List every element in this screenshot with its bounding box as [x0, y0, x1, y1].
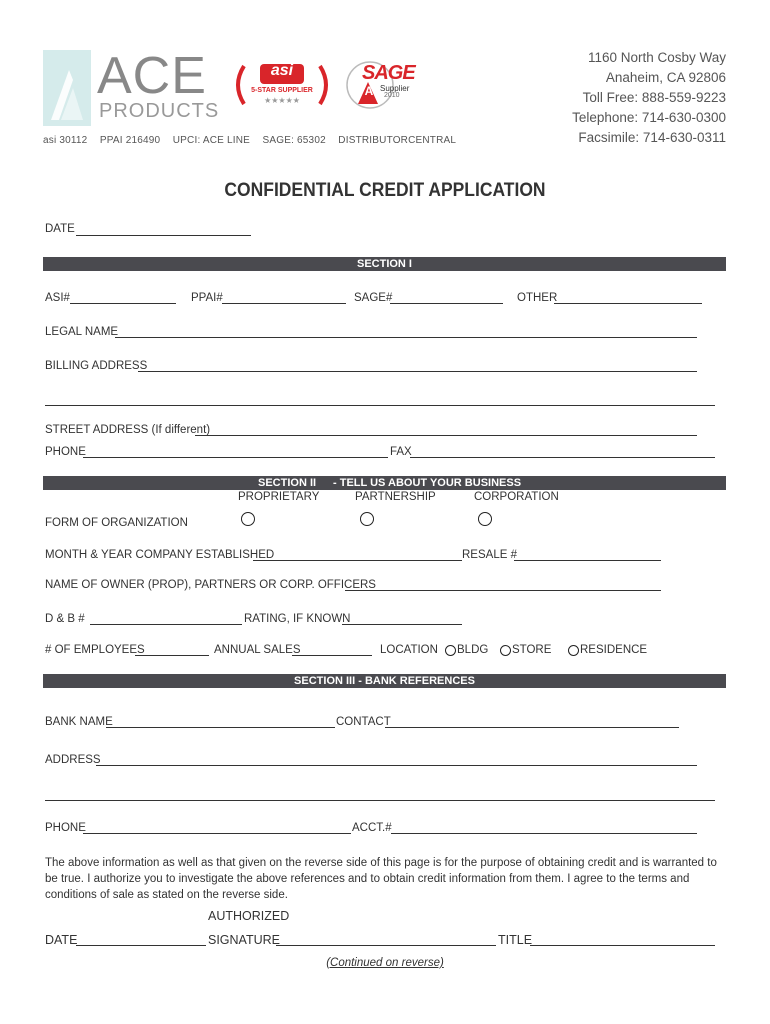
acct-label: ACCT.#: [352, 822, 392, 834]
address-telephone: Telephone: 714-630-0300: [572, 110, 726, 125]
sage-year: 2010: [384, 92, 400, 99]
continued-note: (Continued on reverse): [326, 957, 444, 969]
owner-label: NAME OF OWNER (PROP), PARTNERS OR CORP. OFFICERS: [45, 579, 376, 591]
id-sage: SAGE: 65302: [262, 135, 326, 146]
title-label: TITLE: [498, 933, 533, 947]
proprietary-radio[interactable]: [241, 512, 255, 526]
asi-badge-text: asi: [270, 62, 294, 79]
address-tollfree: Toll Free: 888-559-9223: [582, 90, 726, 105]
address-street: 1160 North Cosby Way: [587, 50, 726, 65]
contact-label: CONTACT: [336, 716, 391, 728]
bldg-radio[interactable]: [445, 645, 456, 656]
resale-label: RESALE #: [462, 549, 517, 561]
authorized-label: AUTHORIZED: [208, 909, 290, 923]
address-city: Anaheim, CA 92806: [605, 70, 726, 85]
bank-address-label: ADDRESS: [45, 754, 101, 766]
ppai-label: PPAI#: [191, 292, 223, 304]
billing-address-label: BILLING ADDRESS: [45, 360, 148, 372]
location-label: LOCATION: [380, 644, 438, 656]
ace-logo-main: ACE: [97, 47, 207, 105]
asi-badge: [232, 60, 332, 110]
supplier-ids: [43, 130, 456, 148]
sage-letter: A: [364, 84, 374, 98]
sage-supplier: Supplier: [380, 84, 410, 93]
org-option-partnership-label: PARTNERSHIP: [355, 491, 436, 503]
annual-sales-label: ANNUAL SALES: [214, 644, 301, 656]
ace-logo-mark: [43, 50, 91, 126]
street-address-field[interactable]: [195, 435, 697, 436]
residence-label: RESIDENCE: [580, 644, 648, 656]
address-fax: Facsimile: 714-630-0311: [578, 130, 726, 145]
sage-badge: [344, 60, 414, 110]
company-address: [572, 48, 726, 148]
fax-label: FAX: [390, 446, 412, 458]
bank-name-field[interactable]: [106, 727, 335, 728]
ppai-field[interactable]: [222, 303, 346, 304]
form-of-org-label: FORM OF ORGANIZATION: [45, 517, 188, 529]
id-ppai: PPAI 216490: [99, 135, 161, 146]
id-distributorcentral: DISTRIBUTORCENTRAL: [338, 135, 457, 146]
billing-address-field[interactable]: [138, 371, 697, 372]
phone-label: PHONE: [45, 446, 86, 458]
dnb-field[interactable]: [90, 624, 242, 625]
rating-label: RATING, IF KNOWN: [244, 613, 351, 625]
date-field[interactable]: [76, 235, 251, 236]
legal-name-field[interactable]: [115, 337, 697, 338]
owner-field[interactable]: [345, 590, 661, 591]
section-3-title: SECTION III - BANK REFERENCES: [294, 675, 475, 687]
asi-label: ASI#: [45, 292, 70, 304]
street-address-label: STREET ADDRESS (If different): [45, 424, 211, 436]
asi-field[interactable]: [70, 303, 176, 304]
org-option-proprietary-label: PROPRIETARY: [238, 491, 320, 503]
ace-logo: [43, 47, 223, 126]
sage-label: SAGE#: [354, 292, 393, 304]
employees-label: # OF EMPLOYEES: [45, 644, 145, 656]
partnership-radio[interactable]: [360, 512, 374, 526]
bank-phone-label: PHONE: [45, 822, 86, 834]
signature-label: SIGNATURE: [208, 933, 280, 947]
other-field[interactable]: [554, 303, 702, 304]
other-label: OTHER: [517, 292, 558, 304]
rating-field[interactable]: [342, 624, 462, 625]
bank-address-field[interactable]: [96, 765, 697, 766]
phone-field[interactable]: [83, 457, 388, 458]
store-label: STORE: [512, 644, 552, 656]
dnb-label: D & B #: [45, 613, 85, 625]
date-label: DATE: [45, 223, 75, 235]
page-title: CONFIDENTIAL CREDIT APPLICATION: [224, 180, 546, 201]
annual-sales-field[interactable]: [292, 655, 372, 656]
resale-field[interactable]: [514, 560, 661, 561]
bldg-label: BLDG: [457, 644, 489, 656]
bank-phone-field[interactable]: [83, 833, 351, 834]
section-1-bar: [43, 257, 726, 271]
disclaimer-text: The above information as well as that given on the reverse side of this page is for the purpose of obtaining credit and is warranted to be true. I authorize you to investigate the above references and to obtain credit information from them. I agree to the terms and conditions of sale as stated on the reverse side.: [45, 857, 717, 901]
acct-field[interactable]: [391, 833, 697, 834]
section-3-bar: [43, 674, 726, 688]
sage-field[interactable]: [390, 303, 503, 304]
bank-name-label: BANK NAME: [45, 716, 113, 728]
signature-field[interactable]: [276, 945, 496, 946]
org-option-corporation-label: CORPORATION: [474, 491, 559, 503]
section-2-bar: [43, 476, 726, 490]
established-label: MONTH & YEAR COMPANY ESTABLISHED: [45, 549, 275, 561]
section-2-subtitle: - TELL US ABOUT YOUR BUSINESS: [333, 477, 522, 489]
section-2-title: SECTION II: [258, 477, 317, 489]
section-1-title: SECTION I: [356, 258, 412, 270]
ace-logo-sub: PRODUCTS: [99, 100, 220, 122]
residence-radio[interactable]: [568, 645, 579, 656]
id-upci: UPCI: ACE LINE: [172, 135, 251, 146]
sig-date-label: DATE: [45, 933, 78, 947]
employees-field[interactable]: [135, 655, 209, 656]
legal-name-label: LEGAL NAME: [45, 326, 119, 338]
contact-field[interactable]: [385, 727, 679, 728]
bank-address-field-2[interactable]: [45, 800, 715, 801]
corporation-radio[interactable]: [478, 512, 492, 526]
fax-field[interactable]: [410, 457, 715, 458]
store-radio[interactable]: [500, 645, 511, 656]
title-field[interactable]: [530, 945, 715, 946]
id-asi: asi 30112: [43, 135, 88, 146]
billing-address-field-2[interactable]: [45, 405, 715, 406]
sage-text: SAGE: [362, 62, 415, 84]
asi-badge-sub: 5-STAR SUPPLIER: [251, 87, 313, 94]
asi-stars: ★★★★★: [264, 96, 300, 105]
sig-date-field[interactable]: [76, 945, 206, 946]
established-field[interactable]: [253, 560, 462, 561]
